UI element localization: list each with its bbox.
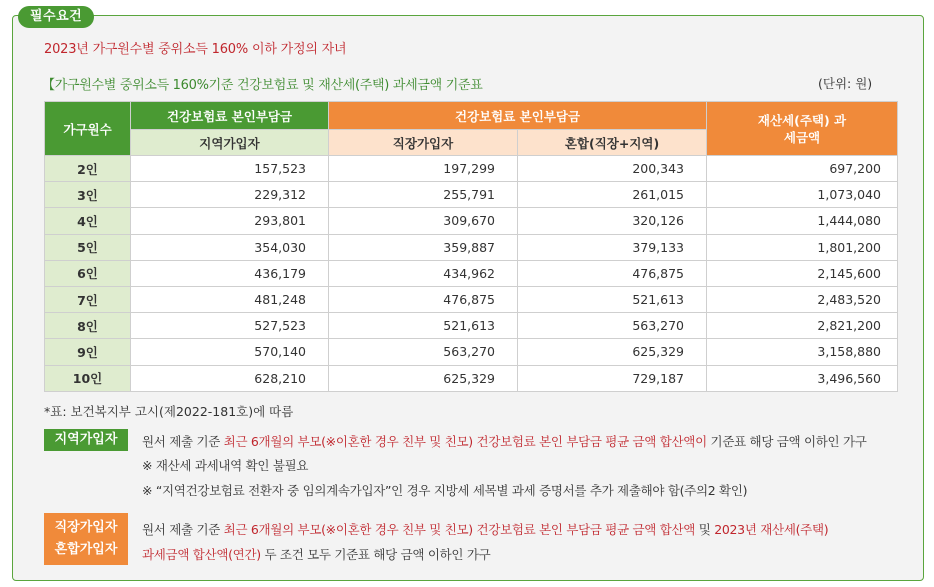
work-line2-suffix: 두 조건 모두 기준표 해당 금액 이하인 가구 xyxy=(260,547,491,562)
header-local-group: 건강보험료 본인부담금 xyxy=(131,102,329,130)
cell-household: 4인 xyxy=(45,208,131,234)
cell-mixed: 729,187 xyxy=(518,365,707,391)
cell-local: 481,248 xyxy=(131,286,329,312)
cell-work: 359,887 xyxy=(329,234,518,260)
local-criteria-line xyxy=(142,432,867,450)
cell-work: 197,299 xyxy=(329,156,518,182)
local-line-suffix: 기준표 해당 금액 이하인 가구 xyxy=(706,434,867,449)
work-line-highlight: 최근 6개월의 부모(※이혼한 경우 친부 및 친모) 건강보험료 본인 부담금 평균 금액 합산액 xyxy=(223,522,696,537)
cell-work: 521,613 xyxy=(329,313,518,339)
cell-property: 697,200 xyxy=(707,156,898,182)
table-row xyxy=(45,156,898,182)
work-criteria-line-1 xyxy=(142,520,828,538)
cell-work: 434,962 xyxy=(329,260,518,286)
table-row xyxy=(45,208,898,234)
header-local: 지역가입자 xyxy=(131,130,329,156)
cell-household: 6인 xyxy=(45,260,131,286)
cell-property: 3,158,880 xyxy=(707,339,898,365)
subtitle: 2023년 가구원수별 중위소득 160% 이하 가정의 자녀 xyxy=(44,42,347,57)
cell-local: 354,030 xyxy=(131,234,329,260)
source-note: *표: 보건복지부 고시(제2022-181호)에 따름 xyxy=(44,404,294,419)
cell-household: 9인 xyxy=(45,339,131,365)
requirement-badge: 필수요건 xyxy=(18,6,94,28)
cell-local: 229,312 xyxy=(131,182,329,208)
local-note-1: ※ 재산세 과세내역 확인 불필요 xyxy=(142,458,309,473)
cell-mixed: 320,126 xyxy=(518,208,707,234)
cell-mixed: 261,015 xyxy=(518,182,707,208)
work-line-mid: 및 xyxy=(695,522,715,537)
table-row xyxy=(45,339,898,365)
cell-work: 476,875 xyxy=(329,286,518,312)
table-row xyxy=(45,260,898,286)
cell-mixed: 521,613 xyxy=(518,286,707,312)
header-property-label: 재산세(주택) 과세금액 xyxy=(757,112,847,145)
header-work-group: 건강보험료 본인부담금 xyxy=(329,102,707,130)
table-row xyxy=(45,313,898,339)
cell-household: 7인 xyxy=(45,286,131,312)
cell-household: 3인 xyxy=(45,182,131,208)
local-line-highlight: 최근 6개월의 부모(※이혼한 경우 친부 및 친모) 건강보험료 본인 부담금 평균 금액 합산액이 xyxy=(223,434,707,449)
cell-household: 2인 xyxy=(45,156,131,182)
cell-property: 2,483,520 xyxy=(707,286,898,312)
cell-mixed: 200,343 xyxy=(518,156,707,182)
header-household: 가구원수 xyxy=(45,102,131,156)
header-property xyxy=(707,102,898,156)
work-criteria-line-2 xyxy=(142,545,490,563)
cell-work: 255,791 xyxy=(329,182,518,208)
cell-local: 293,801 xyxy=(131,208,329,234)
header-work: 직장가입자 xyxy=(329,130,518,156)
tag-work-line2: 혼합가입자 xyxy=(54,542,118,557)
cell-local: 628,210 xyxy=(131,365,329,391)
table-body xyxy=(45,156,898,392)
work-line2-highlight: 과세금액 합산액(연간) xyxy=(142,547,261,562)
table-row xyxy=(45,234,898,260)
cell-property: 1,444,080 xyxy=(707,208,898,234)
work-line-prefix: 원서 제출 기준 xyxy=(142,522,224,537)
cell-mixed: 625,329 xyxy=(518,339,707,365)
cell-household: 8인 xyxy=(45,313,131,339)
work-line-highlight-2: 2023년 재산세(주택) xyxy=(714,522,829,537)
cell-mixed: 563,270 xyxy=(518,313,707,339)
table-title: 【가구원수별 중위소득 160%기준 건강보험료 및 재산세(주택) 과세금액 기준표 xyxy=(42,78,483,93)
cell-work: 625,329 xyxy=(329,365,518,391)
cell-work: 309,670 xyxy=(329,208,518,234)
criteria-table xyxy=(44,101,898,392)
cell-property: 2,145,600 xyxy=(707,260,898,286)
cell-local: 157,523 xyxy=(131,156,329,182)
header-mixed: 혼합(직장+지역) xyxy=(518,130,707,156)
unit-label: (단위: 원) xyxy=(818,76,873,91)
cell-household: 5인 xyxy=(45,234,131,260)
tag-work-mixed-subscriber xyxy=(44,513,128,565)
cell-property: 1,073,040 xyxy=(707,182,898,208)
cell-property: 3,496,560 xyxy=(707,365,898,391)
table-row xyxy=(45,365,898,391)
cell-local: 436,179 xyxy=(131,260,329,286)
cell-property: 2,821,200 xyxy=(707,313,898,339)
cell-property: 1,801,200 xyxy=(707,234,898,260)
cell-local: 570,140 xyxy=(131,339,329,365)
cell-household: 10인 xyxy=(45,365,131,391)
table-row xyxy=(45,182,898,208)
cell-work: 563,270 xyxy=(329,339,518,365)
cell-mixed: 476,875 xyxy=(518,260,707,286)
tag-local-subscriber: 지역가입자 xyxy=(44,429,128,451)
local-note-2: ※ “지역건강보험료 전환자 중 임의계속가입자”인 경우 지방세 세목별 과세 증명서를 추가 제출해야 함(주의2 확인) xyxy=(142,483,748,498)
cell-local: 527,523 xyxy=(131,313,329,339)
table-row xyxy=(45,286,898,312)
cell-mixed: 379,133 xyxy=(518,234,707,260)
local-line-prefix: 원서 제출 기준 xyxy=(142,434,224,449)
tag-work-line1: 직장가입자 xyxy=(54,520,118,535)
